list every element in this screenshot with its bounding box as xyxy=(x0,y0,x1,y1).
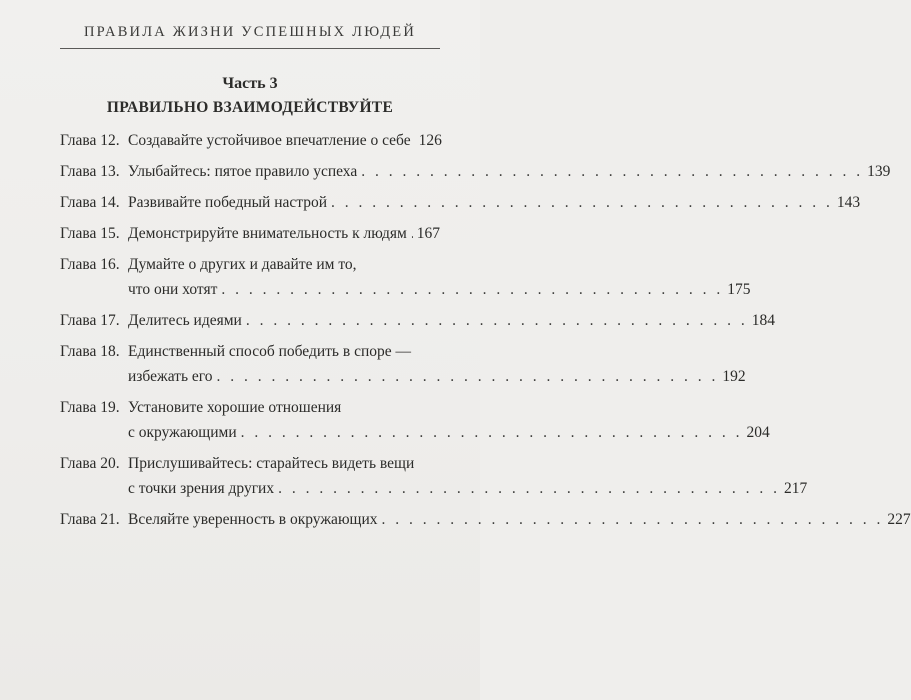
chapter-title-continued: избежать его xyxy=(128,368,213,385)
toc-entry xyxy=(60,128,440,153)
page-number: 167 xyxy=(416,225,440,242)
toc-entry xyxy=(60,221,440,246)
chapter-label: Глава 20. xyxy=(60,455,120,472)
chapter-title: Прислушивайтесь: старайтесь видеть вещи xyxy=(128,455,415,472)
chapter-title: Установите хорошие отношения xyxy=(128,399,342,416)
chapter-label: Глава 19. xyxy=(60,399,120,416)
chapter-title-continued: с окружающими xyxy=(128,424,237,441)
page-number: 204 xyxy=(746,424,770,441)
chapter-title-continued: что они хотят xyxy=(128,281,218,298)
page-number: 143 xyxy=(836,194,861,211)
dot-leader: . . . . . . . . . . . . . . . . . . . . . . . . . . . . . . . . . . . . . xyxy=(381,511,884,528)
dot-leader: . . . . . . . . . . . . . . . . . . . . . . . . . . . . . . . . . . . . . xyxy=(240,424,743,441)
chapter-title-continued: с точки зрения других xyxy=(128,480,275,497)
page-number: 184 xyxy=(751,312,775,329)
toc-entry xyxy=(60,395,770,445)
dot-leader: . . . . . . . . . . . . . . . . . . . . . . . . . . . . . . . . . . . . . xyxy=(331,194,833,211)
toc-entry xyxy=(60,252,751,302)
page-number: 126 xyxy=(418,132,442,149)
chapter-label: Глава 18. xyxy=(60,343,120,360)
dot-leader: . . . . . . . . . . . . . . . . . . . . . . . . . . . . . . . . . . . . . xyxy=(245,312,748,329)
page-number: 139 xyxy=(867,163,891,180)
dot-leader: . . . . . . . . . . . . . . . . . . . . . . . . . . . . . . . . . . . . . xyxy=(216,368,719,385)
chapter-label: Глава 17. xyxy=(60,312,120,329)
chapter-label: Глава 13. xyxy=(60,163,120,180)
part-subtitle: ПРАВИЛЬНО ВЗАИМОДЕЙСТВУЙТЕ xyxy=(106,99,394,116)
chapter-title: Развивайте победный настрой xyxy=(128,194,328,211)
chapter-label: Глава 14. xyxy=(60,194,120,211)
chapter-label: Глава 16. xyxy=(60,256,120,273)
table-of-contents xyxy=(60,128,911,532)
toc-entry xyxy=(60,339,746,389)
dot-leader: . . . . . . . . . . . . . . . . . . . . . . . . . . . . . . . . . . . . . xyxy=(221,281,724,298)
chapter-label: Глава 21. xyxy=(60,511,120,528)
dot-leader: . . . . . . . . . . . . . . . . . . . . . . . . . . . . . . . . . . . . . xyxy=(361,163,864,180)
running-head: ПРАВИЛА ЖИЗНИ УСПЕШНЫХ ЛЮДЕЙ xyxy=(83,24,417,40)
toc-entry xyxy=(60,308,775,333)
chapter-title: Демонстрируйте внимательность к людям xyxy=(128,225,407,242)
dot-leader: . . . . . . . . . . . . . . . . . . . . . . . . . . . . . . . . . . . . . xyxy=(278,480,780,497)
chapter-title: Вселяйте уверенность в окружающих xyxy=(128,511,378,528)
dot-leader xyxy=(411,221,413,246)
toc-entry xyxy=(60,190,861,215)
toc-entry xyxy=(60,451,808,501)
chapter-title: Улыбайтесь: пятое правило успеха xyxy=(128,163,358,180)
page-number: 192 xyxy=(722,368,746,385)
header-rule xyxy=(60,48,440,49)
page-number: 175 xyxy=(727,281,751,298)
page-number: 217 xyxy=(783,480,808,497)
toc-entry xyxy=(60,507,911,532)
toc-entry xyxy=(60,159,891,184)
chapter-title: Создавайте устойчивое впечатление о себе xyxy=(128,132,411,149)
chapter-title: Делитесь идеями xyxy=(128,312,242,329)
part-title: Часть 3 xyxy=(222,75,278,92)
chapter-label: Глава 15. xyxy=(60,225,120,242)
chapter-label: Глава 12. xyxy=(60,132,120,149)
page-number: 227 xyxy=(887,511,911,528)
chapter-title: Единственный способ победить в споре — xyxy=(128,343,412,360)
chapter-title: Думайте о других и давайте им то, xyxy=(128,256,357,273)
